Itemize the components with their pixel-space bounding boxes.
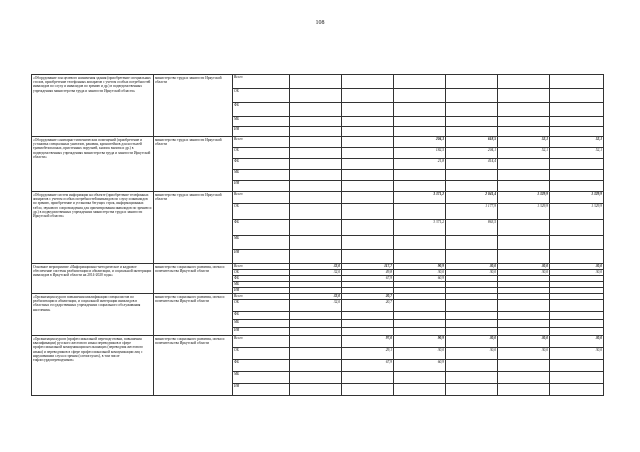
amount-cell [342,204,394,220]
amount-cell: 1 329,9 [498,192,550,204]
amount-cell: 2 041,4 [446,192,498,204]
amount-cell [498,360,550,372]
funding-source-label: ФБ [233,220,290,236]
amount-cell [290,348,342,360]
funding-source-label: МБ [233,282,290,288]
funding-source-label: ОБ [233,348,290,360]
amount-cell [290,312,342,320]
amount-cell [290,320,342,328]
table-row [32,137,604,148]
amount-cell [394,328,446,336]
amount-cell: 32,0 [290,294,342,300]
amount-cell [394,204,446,220]
amount-cell [446,75,498,89]
amount-cell: 204,3 [394,137,446,148]
amount-cell [550,384,604,396]
amount-cell: 52,1 [498,148,550,159]
amount-cell [498,328,550,336]
amount-cell: 30,0 [394,270,446,276]
amount-cell: 60,9 [394,276,446,282]
amount-cell: 30,0 [498,336,550,348]
amount-cell [498,103,550,117]
amount-cell [394,181,446,192]
amount-cell [394,103,446,117]
amount-cell [550,300,604,312]
amount-cell [394,312,446,320]
amount-cell [498,320,550,328]
executor-cell: министерство социального развития, опеки и попечительства Иркутской области [154,294,233,336]
funding-source-label: Всего [233,192,290,204]
amount-cell [446,360,498,372]
amount-cell: 67,9 [342,276,394,282]
amount-cell [446,384,498,396]
amount-cell [342,148,394,159]
amount-cell: 60,9 [394,360,446,372]
amount-cell [342,328,394,336]
funding-source-label: ИИ [233,127,290,137]
funding-source-label: ИИ [233,250,290,264]
funding-source-label: ФБ [233,103,290,117]
amount-cell [550,103,604,117]
amount-cell [550,372,604,384]
amount-cell [342,236,394,250]
funding-source-label: Всего [233,75,290,89]
amount-cell: 20,7 [342,300,394,312]
amount-cell: 30,0 [446,336,498,348]
funding-source-label: ИИ [233,288,290,294]
activity-description: «Оборудование систем информации на объекте (приобретение телефонных аппаратов с учетом особых потребностей инвалидов по слуху и инвалидов по зрению, приобретение и установка бегущих строк, информационных табло, звукового сопровождения для ориентирования инвалидов по зрению и др.) в подведомственных учреждениях министерства труда и занятости Иркутской области» [32,192,154,264]
amount-cell [446,320,498,328]
amount-cell [498,250,550,264]
amount-cell: 52,1 [550,137,604,148]
amount-cell [290,360,342,372]
funding-source-label: Всего [233,264,290,270]
executor-cell: министерство труда и занятости Иркутской области [154,192,233,264]
amount-cell [394,170,446,181]
amount-cell [446,103,498,117]
amount-cell: 117,7 [342,264,394,270]
amount-cell: 30,0 [550,348,604,360]
amount-cell: 3 371,2 [394,192,446,204]
amount-cell [342,372,394,384]
amount-cell [446,170,498,181]
amount-cell: 1 329,9 [550,192,604,204]
amount-cell [342,159,394,170]
amount-cell [550,159,604,170]
amount-cell: 90,9 [394,336,446,348]
amount-cell [498,75,550,89]
amount-cell [550,127,604,137]
amount-cell [550,220,604,236]
amount-cell [550,117,604,127]
amount-cell [550,75,604,89]
amount-cell: 30,0 [550,264,604,270]
amount-cell [290,170,342,181]
amount-cell: 97,0 [342,336,394,348]
amount-cell [394,89,446,103]
amount-cell [498,89,550,103]
funding-source-label: Всего [233,336,290,348]
amount-cell: 32,0 [290,264,342,270]
amount-cell [290,220,342,236]
amount-cell [342,75,394,89]
amount-cell [446,181,498,192]
amount-cell: 90,9 [394,264,446,270]
amount-cell [290,236,342,250]
amount-cell: 21,8 [394,159,446,170]
amount-cell: 29,1 [342,348,394,360]
amount-cell [498,127,550,137]
amount-cell [498,372,550,384]
amount-cell: 32,0 [290,300,342,312]
amount-cell [550,250,604,264]
amount-cell [290,181,342,192]
amount-cell: 32,0 [290,270,342,276]
amount-cell [290,137,342,148]
amount-cell [550,181,604,192]
activity-description: «Оборудование санитарно-гигиенических помещений (приобретение и установка специальных унитазов, раковин, кронштейнов для костылей травмобезопасных, пристенных поручней, кнопок вызова и др.) в подведомственных учреждениях министерства труда и занятости Иркутской области» [32,137,154,192]
table-row [32,192,604,204]
amount-cell [290,127,342,137]
funding-source-label: ОБ [233,89,290,103]
amount-cell [342,89,394,103]
amount-cell [446,89,498,103]
amount-cell: 67,9 [342,360,394,372]
funding-source-label: ФБ [233,276,290,282]
amount-cell [290,89,342,103]
amount-cell [394,236,446,250]
amount-cell [498,220,550,236]
amount-cell: 414,4 [446,159,498,170]
amount-cell [290,148,342,159]
amount-cell [290,117,342,127]
funding-source-label: ИИ [233,328,290,336]
amount-cell [394,320,446,328]
amount-cell [342,320,394,328]
amount-cell [550,236,604,250]
amount-cell [342,170,394,181]
amount-cell [394,372,446,384]
amount-cell [342,220,394,236]
amount-cell [342,384,394,396]
amount-cell: 1 329,9 [498,204,550,220]
amount-cell [342,117,394,127]
amount-cell: 618,5 [446,137,498,148]
amount-cell [290,250,342,264]
budget-table [31,74,604,396]
amount-cell [550,312,604,320]
amount-cell [498,236,550,250]
amount-cell: 30,0 [446,264,498,270]
amount-cell [498,159,550,170]
amount-cell [550,360,604,372]
amount-cell: 1 177,9 [446,204,498,220]
amount-cell [342,250,394,264]
amount-cell: 20,7 [342,294,394,300]
amount-cell [394,300,446,312]
amount-cell: 30,0 [498,348,550,360]
executor-cell: министерство социального развития, опеки и попечительства Иркутской области [154,264,233,294]
amount-cell [498,384,550,396]
amount-cell [446,328,498,336]
amount-cell: 52,1 [550,148,604,159]
funding-source-label: ОБ [233,148,290,159]
amount-cell [446,236,498,250]
amount-cell: 182,5 [394,148,446,159]
amount-cell: 30,0 [446,270,498,276]
funding-source-label: ФБ [233,159,290,170]
amount-cell [446,312,498,320]
amount-cell: 30,0 [394,348,446,360]
amount-cell: 30,0 [446,348,498,360]
amount-cell [342,137,394,148]
amount-cell [550,89,604,103]
amount-cell: 49,8 [342,270,394,276]
amount-cell [498,181,550,192]
funding-source-label: Всего [233,137,290,148]
amount-cell: 863,5 [446,220,498,236]
amount-cell [394,75,446,89]
amount-cell [290,328,342,336]
amount-cell [498,170,550,181]
amount-cell: 30,0 [498,264,550,270]
amount-cell [290,159,342,170]
funding-source-label: Всего [233,294,290,300]
amount-cell [290,192,342,204]
funding-source-label: ИИ [233,384,290,396]
funding-source-label: МБ [233,170,290,181]
amount-cell [342,192,394,204]
funding-source-label: ОБ [233,270,290,276]
amount-cell: 1 329,9 [550,204,604,220]
executor-cell: министерство труда и занятости Иркутской области [154,75,233,137]
amount-cell [550,328,604,336]
amount-cell [550,320,604,328]
funding-source-label: ОБ [233,204,290,220]
amount-cell [290,75,342,89]
table-row [32,336,604,348]
amount-cell: 30,0 [498,270,550,276]
amount-cell: 204,1 [446,148,498,159]
activity-description: «Организация курсов (профессиональной переподготовки, повышения квалификации) русского жестового языка переводчиков в сфере профессиональной коммуникации неслышащих (переводчик жестового языка) и переводчиков в сфере профессиональной коммуникации лиц с нарушениями слуха и зрения (слепоглухих), в том числе тифлосурдопереводчиков» [32,336,154,396]
funding-source-label: МБ [233,320,290,328]
amount-cell [446,300,498,312]
amount-cell [446,127,498,137]
amount-cell [394,127,446,137]
amount-cell [550,170,604,181]
amount-cell [498,312,550,320]
amount-cell: 30,0 [550,270,604,276]
funding-source-label: МБ [233,117,290,127]
amount-cell [342,127,394,137]
activity-description: Основное мероприятие «Информационно-методическое и кадровое обеспечение системы реабилитации и абилитации, и социальной интеграции инвалидов в Иркутской области на 2014-2020 годы» [32,264,154,294]
amount-cell: 52,1 [498,137,550,148]
amount-cell [290,372,342,384]
page-number: 108 [315,20,325,26]
funding-source-label: ИИ [233,181,290,192]
amount-cell [394,384,446,396]
amount-cell: 30,0 [550,336,604,348]
amount-cell [342,181,394,192]
amount-cell [394,117,446,127]
funding-source-label: ФБ [233,312,290,320]
amount-cell [290,384,342,396]
funding-source-label: МБ [233,372,290,384]
amount-cell [498,300,550,312]
executor-cell: министерство социального развития, опеки и попечительства Иркутской области [154,336,233,396]
funding-source-label: ФБ [233,360,290,372]
executor-cell: министерство труда и занятости Иркутской области [154,137,233,192]
amount-cell [394,250,446,264]
amount-cell [342,103,394,117]
activity-description: «Оборудование зон целевого назначения здания (приобретение специальных столов, приобретение телефонных аппаратов с учетом особых потребностей инвалидов по слуху и инвалидов по зрению и др.) в подведомственных учреждениях министерства труда и занятости Иркутской области» [32,75,154,137]
activity-description: «Организация курсов повышения квалификации специалистов по реабилитации и абилитации, и социальной интеграции инвалидов в областных государственных учреждениях социального обслуживания населения» [32,294,154,336]
amount-cell [498,117,550,127]
amount-cell [342,312,394,320]
funding-source-label: ОБ [233,300,290,312]
amount-cell [290,204,342,220]
amount-cell [290,103,342,117]
amount-cell [290,336,342,348]
funding-source-label: МБ [233,236,290,250]
amount-cell [446,117,498,127]
amount-cell: 3 371,2 [394,220,446,236]
amount-cell [446,250,498,264]
amount-cell [446,372,498,384]
table-row [32,75,604,89]
